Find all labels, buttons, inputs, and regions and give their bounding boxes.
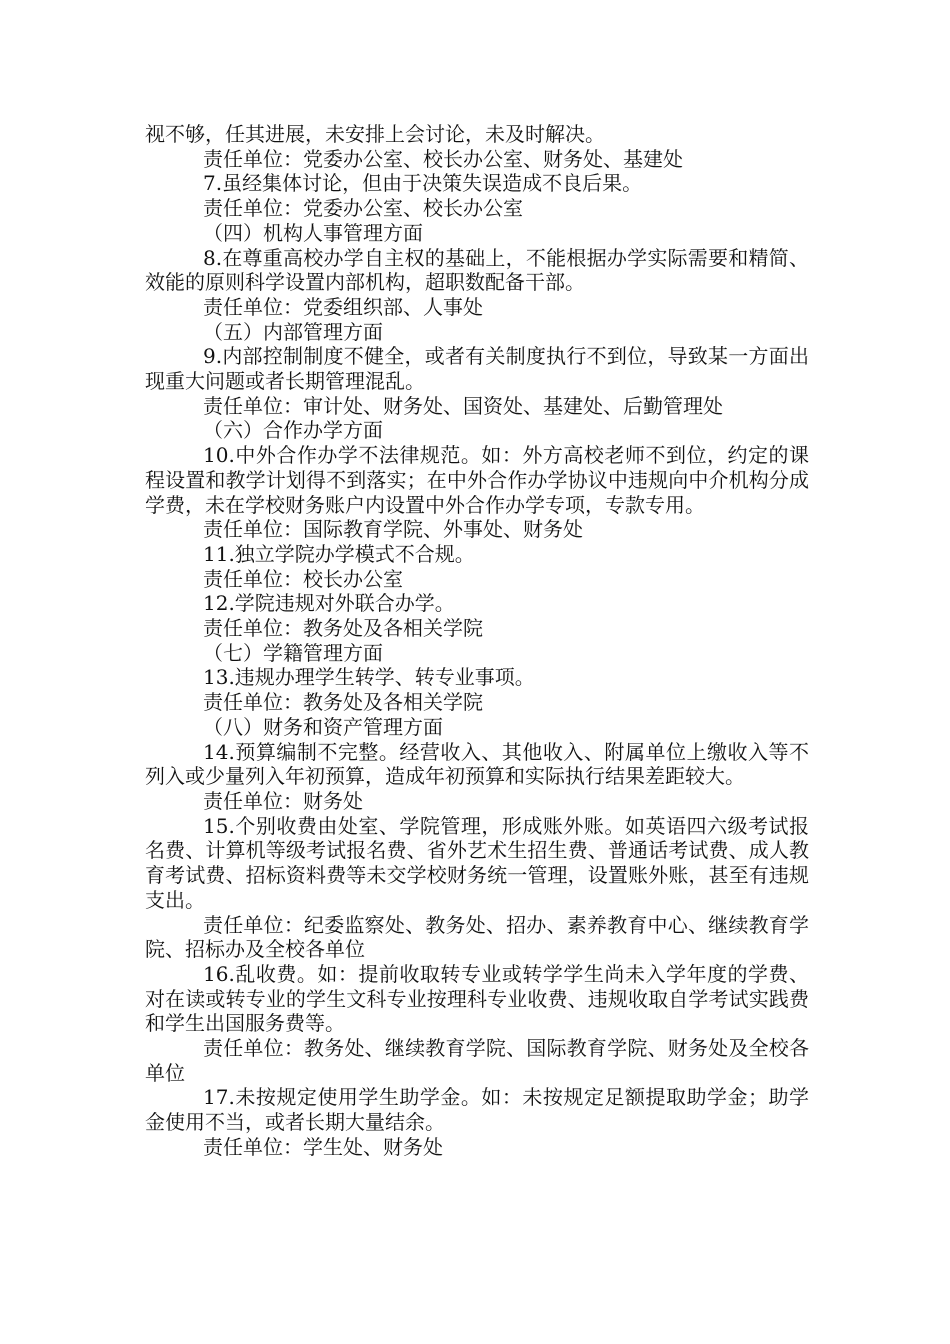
responsible-unit-line: 责任单位：国际教育学院、外事处、财务处 [203,517,583,542]
item-12: 12.学院违规对外联合办学。 [203,591,455,616]
item-17: 17.未按规定使用学生助学金。如：未按规定足额提取助学金；助学金使用不当，或者长期大量结余。 [145,1085,809,1135]
paragraph-continuation: 视不够，任其进展，未安排上会讨论，未及时解决。 [145,122,605,146]
responsible-unit-line: 责任单位：学生处、财务处 [203,1134,443,1159]
responsible-unit-line: 责任单位：财务处 [203,788,363,813]
item-14: 14.预算编制不完整。经营收入、其他收入、附属单位上缴收入等不列入或少量列入年初预算，造成年初预算和实际执行结果差距较大。 [145,739,809,789]
responsible-unit-line: 责任单位：纪委监察处、教务处、招办、素养教育中心、继续教育学院、招标办及全校各单位 [145,912,809,962]
section-heading-5: （五）内部管理方面 [203,319,383,344]
responsible-unit-line: 责任单位：党委办公室、校长办公室 [203,196,523,221]
section-heading-8: （八）财务和资产管理方面 [203,714,443,739]
section-heading-6: （六）合作办学方面 [203,418,383,443]
responsible-unit-line: 责任单位：校长办公室 [203,566,403,591]
item-10: 10.中外合作办学不法律规范。如：外方高校老师不到位，约定的课程设置和教学计划得不到落实；在中外合作办学协议中违规向中介机构分成学费，未在学校财务账户内设置中外合作办学专项，专款专用。 [145,443,809,517]
item-16: 16.乱收费。如：提前收取转专业或转学学生尚未入学年度的学费、对在读或转专业的学生文科专业按理科专业收费、违规收取自学考试实践费和学生出国服务费等。 [145,961,809,1036]
item-7: 7.虽经集体讨论，但由于决策失误造成不良后果。 [203,171,643,196]
responsible-unit-line: 责任单位：教务处及各相关学院 [203,690,483,715]
item-11: 11.独立学院办学模式不合规。 [203,541,475,566]
item-13: 13.违规办理学生转学、转专业事项。 [203,665,535,690]
responsible-unit-line: 责任单位：党委组织部、人事处 [203,294,483,319]
responsible-unit-line: 责任单位：党委办公室、校长办公室、财务处、基建处 [203,146,683,171]
section-heading-4: （四）机构人事管理方面 [203,220,423,245]
responsible-unit-line: 责任单位：审计处、财务处、国资处、基建处、后勤管理处 [203,393,723,418]
document-body [145,122,809,1160]
item-9: 9.内部控制制度不健全，或者有关制度执行不到位，导致某一方面出现重大问题或者长期管理混乱。 [145,344,809,394]
responsible-unit-line: 责任单位：教务处及各相关学院 [203,616,483,641]
section-heading-7: （七）学籍管理方面 [203,640,383,665]
item-15: 15.个别收费由处室、学院管理，形成账外账。如英语四六级考试报名费、计算机等级考试报名费、省外艺术生招生费、普通话考试费、成人教育考试费、招标资料费等未交学校财务统一管理，设置账外账，甚至有违规支出。 [145,813,809,912]
responsible-unit-line: 责任单位：教务处、继续教育学院、国际教育学院、财务处及全校各单位 [145,1036,809,1085]
item-8: 8.在尊重高校办学自主权的基础上，不能根据办学实际需要和精简、效能的原则科学设置内部机构，超职数配备干部。 [145,245,809,295]
